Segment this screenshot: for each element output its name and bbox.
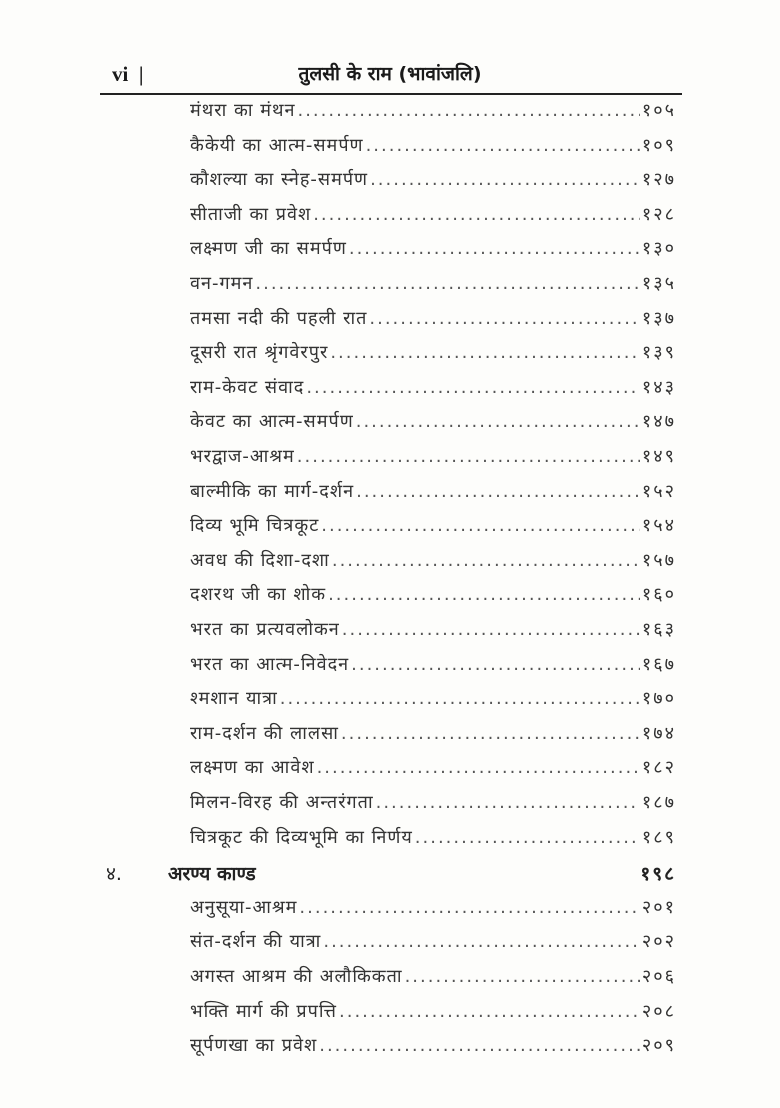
entry-title: चित्रकूट की दिव्यभूमि का निर्णय bbox=[190, 826, 413, 848]
entry-page-number: १४३ bbox=[641, 376, 676, 398]
dot-leader bbox=[328, 584, 640, 605]
entry-page-number: १५२ bbox=[641, 480, 676, 502]
entry-page-number: १६७ bbox=[641, 653, 676, 675]
toc-entry bbox=[190, 167, 676, 201]
dot-leader bbox=[313, 204, 640, 225]
toc-entry bbox=[190, 686, 676, 720]
toc-entry bbox=[190, 548, 676, 582]
toc-entry bbox=[190, 236, 676, 270]
dot-leader bbox=[356, 481, 640, 502]
dot-leader bbox=[332, 550, 640, 571]
entry-page-number: १४९ bbox=[641, 446, 676, 467]
entry-page-number: १०५ bbox=[641, 100, 676, 121]
entry-page-number: १०९ bbox=[641, 134, 676, 156]
entry-page-number: १४७ bbox=[641, 411, 676, 433]
entry-title: लक्ष्मण जी का समर्पण bbox=[190, 238, 347, 260]
entry-page-number: १६० bbox=[641, 584, 676, 606]
dot-leader bbox=[356, 411, 640, 432]
entry-title: तमसा नदी की पहली रात bbox=[190, 307, 368, 329]
section-page-number: १९८ bbox=[640, 863, 676, 886]
toc-entry bbox=[190, 479, 676, 513]
dot-leader bbox=[376, 792, 640, 813]
dot-leader bbox=[297, 446, 640, 467]
dot-leader bbox=[405, 966, 640, 987]
toc-entry bbox=[190, 340, 676, 374]
entry-title: भरत का प्रत्यवलोकन bbox=[190, 619, 340, 640]
dot-leader bbox=[280, 688, 640, 709]
dot-leader bbox=[339, 1001, 640, 1022]
section-title: अरण्य काण्ड bbox=[168, 863, 256, 886]
dot-leader bbox=[317, 757, 640, 778]
toc-entry bbox=[190, 652, 676, 686]
entry-title: अनुसूया-आश्रम bbox=[190, 896, 298, 918]
entry-title: सूर्पणखा का प्रवेश bbox=[190, 1035, 318, 1057]
toc-entry bbox=[190, 1033, 676, 1067]
entry-page-number: १७४ bbox=[641, 722, 676, 744]
entry-page-number: २०२ bbox=[641, 931, 676, 953]
page-number: vi | bbox=[112, 62, 144, 86]
entry-title: दूसरी रात श्रृंगवेरपुर bbox=[190, 342, 329, 364]
entry-page-number: १३० bbox=[641, 238, 676, 260]
dot-leader bbox=[297, 100, 639, 121]
dot-leader bbox=[415, 827, 640, 848]
entry-title: भक्ति मार्ग की प्रपत्ति bbox=[190, 1000, 338, 1022]
header-rule bbox=[100, 93, 682, 95]
entry-title: अगस्त आश्रम की अलौकिकता bbox=[190, 966, 403, 987]
entry-page-number: १५७ bbox=[641, 549, 676, 571]
toc-entry bbox=[190, 444, 676, 478]
entry-title: अवध की दिशा-दशा bbox=[190, 549, 330, 571]
dot-leader bbox=[349, 238, 640, 259]
toc-entry bbox=[190, 375, 676, 409]
dot-leader bbox=[351, 654, 640, 675]
toc-entry bbox=[190, 271, 676, 305]
entry-page-number: २०९ bbox=[641, 1035, 676, 1057]
entry-title: लक्ष्मण का आवेश bbox=[190, 757, 315, 779]
toc-entry bbox=[190, 513, 676, 547]
toc-entry bbox=[190, 825, 676, 859]
entry-title: भरद्वाज-आश्रम bbox=[190, 446, 295, 467]
toc-entry bbox=[190, 895, 676, 929]
toc-entry bbox=[190, 929, 676, 963]
toc-entry bbox=[190, 617, 676, 651]
entry-title: दिव्य भूमि चित्रकूट bbox=[190, 515, 320, 537]
entry-page-number: २०१ bbox=[641, 896, 676, 918]
entry-page-number: १३७ bbox=[641, 307, 676, 329]
entry-title: राम-दर्शन की लालसा bbox=[190, 722, 339, 744]
toc-entry bbox=[190, 721, 676, 755]
entry-title: केवट का आत्म-समर्पण bbox=[190, 411, 354, 433]
dot-leader bbox=[330, 342, 640, 363]
dot-leader bbox=[255, 273, 640, 294]
entry-title: वन-गमन bbox=[190, 273, 254, 294]
entry-page-number: १८७ bbox=[641, 792, 676, 813]
dot-leader bbox=[370, 169, 640, 190]
dot-leader bbox=[321, 515, 640, 536]
entry-title: बाल्मीकि का मार्ग-दर्शन bbox=[190, 480, 355, 502]
dot-leader bbox=[319, 1035, 640, 1056]
toc-entry bbox=[190, 409, 676, 443]
entry-page-number: १३५ bbox=[641, 273, 676, 294]
dot-leader bbox=[366, 135, 640, 156]
toc-entry bbox=[190, 964, 676, 998]
entry-title: कौशल्या का स्नेह-समर्पण bbox=[190, 169, 369, 191]
dot-leader bbox=[299, 897, 639, 918]
entry-title: कैकेयी का आत्म-समर्पण bbox=[190, 134, 364, 156]
toc-entry bbox=[190, 999, 676, 1033]
entry-title: सीताजी का प्रवेश bbox=[190, 203, 312, 225]
entry-page-number: १८२ bbox=[641, 757, 676, 779]
dot-leader bbox=[369, 308, 640, 329]
entry-page-number: १२८ bbox=[641, 203, 676, 225]
dot-leader bbox=[306, 377, 640, 398]
dot-leader bbox=[323, 931, 640, 952]
page-header bbox=[100, 58, 680, 92]
section-number: ४. bbox=[106, 863, 122, 886]
toc-entry bbox=[190, 98, 676, 132]
entry-title: मिलन-विरह की अन्तरंगता bbox=[190, 792, 374, 813]
entry-page-number: १६३ bbox=[641, 619, 676, 640]
toc-entry bbox=[190, 306, 676, 340]
toc-entry bbox=[190, 202, 676, 236]
toc-entry bbox=[190, 582, 676, 616]
entry-title: राम-केवट संवाद bbox=[190, 376, 305, 398]
entry-page-number: १७० bbox=[641, 688, 676, 710]
entry-page-number: १५४ bbox=[641, 515, 676, 537]
entry-title: श्मशान यात्रा bbox=[190, 688, 278, 710]
book-title: तुलसी के राम (भावांजलि) bbox=[298, 63, 482, 85]
dot-leader bbox=[341, 723, 640, 744]
entry-page-number: २०८ bbox=[641, 1000, 676, 1022]
toc-entry bbox=[190, 133, 676, 167]
section-heading bbox=[100, 860, 676, 896]
entry-page-number: १२७ bbox=[641, 169, 676, 191]
entry-title: मंथरा का मंथन bbox=[190, 100, 296, 121]
entry-page-number: १३९ bbox=[641, 342, 676, 364]
toc-entry bbox=[190, 755, 676, 789]
dot-leader bbox=[342, 619, 640, 640]
toc-entry bbox=[190, 790, 676, 824]
entry-page-number: १८९ bbox=[641, 826, 676, 848]
entry-title: संत-दर्शन की यात्रा bbox=[190, 931, 322, 953]
entry-title: दशरथ जी का शोक bbox=[190, 584, 327, 606]
entry-page-number: २०६ bbox=[641, 966, 676, 987]
entry-title: भरत का आत्म-निवेदन bbox=[190, 653, 350, 675]
